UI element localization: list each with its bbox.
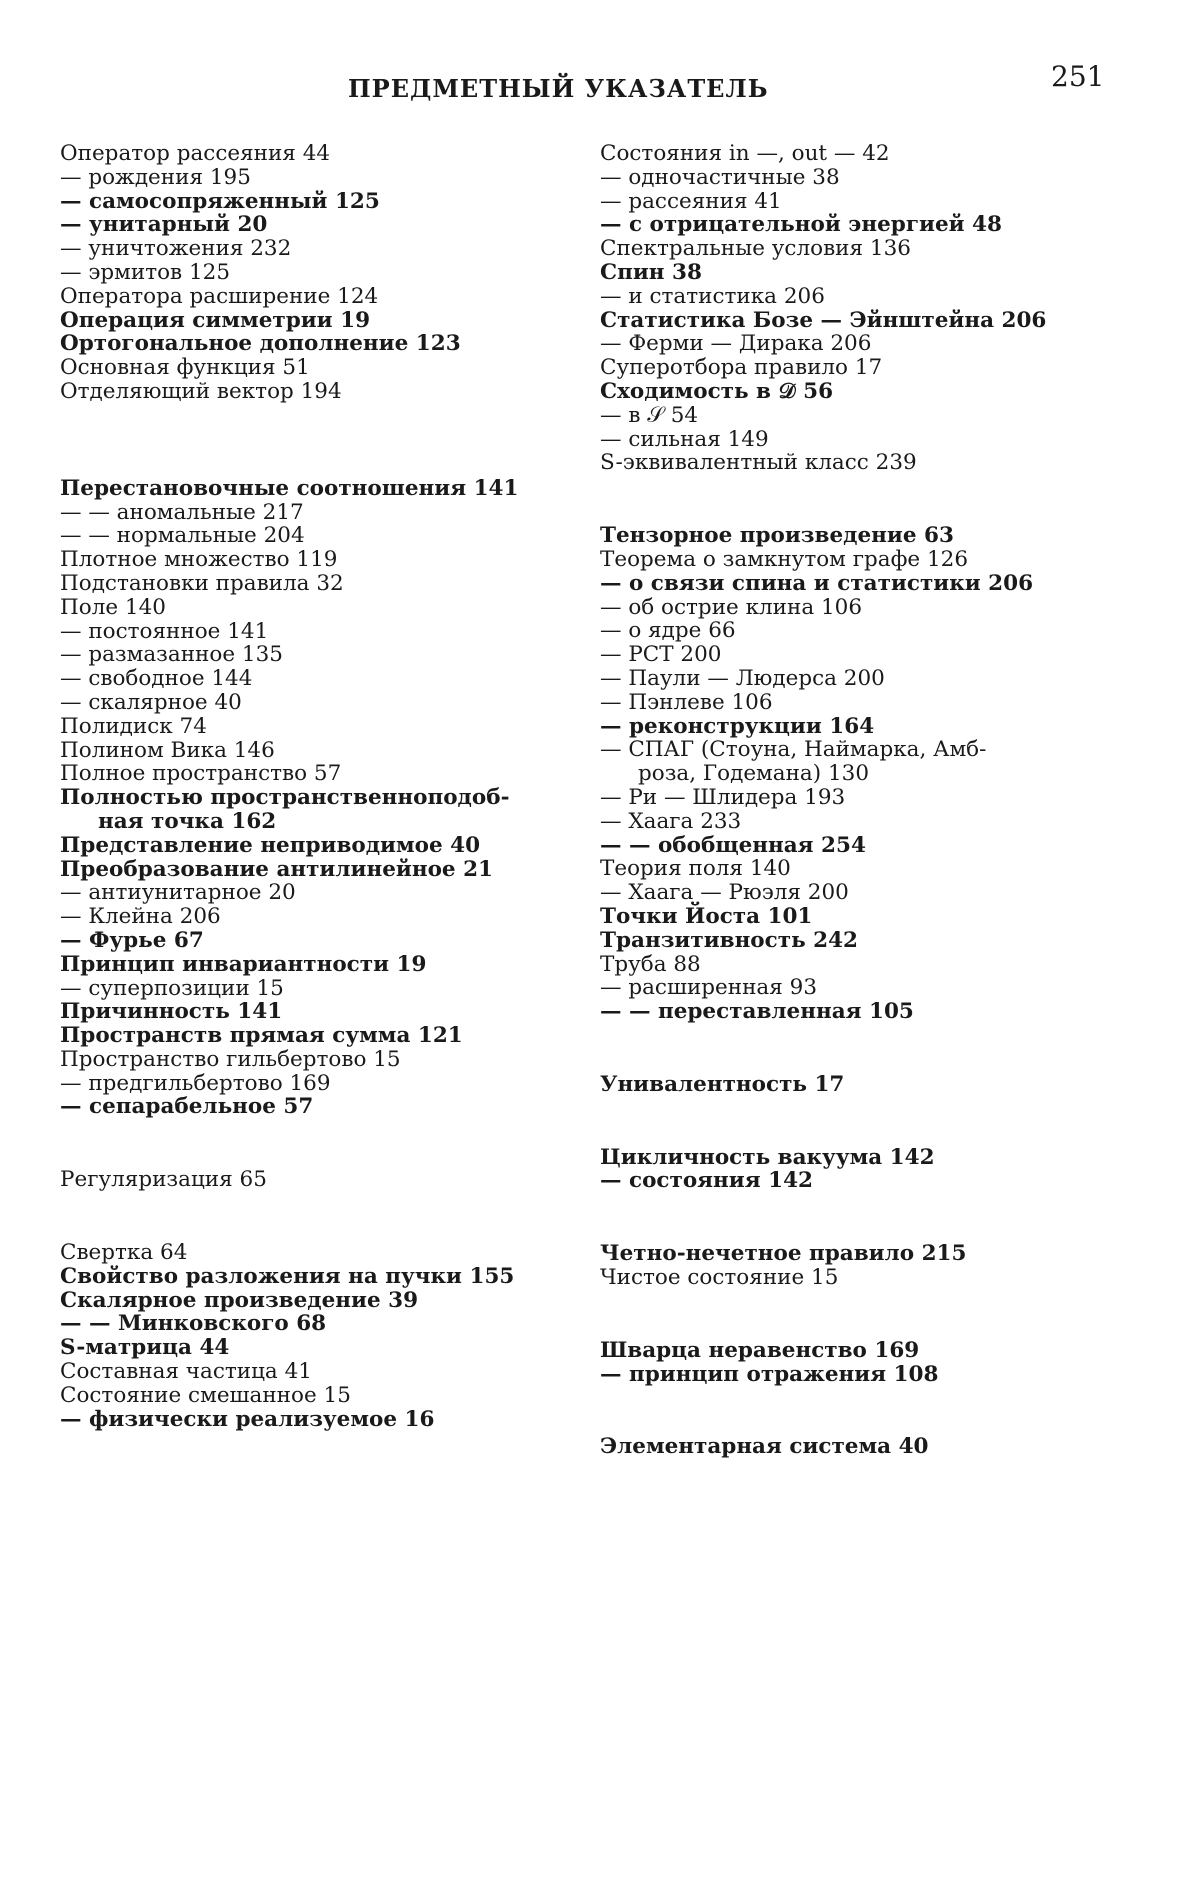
index-entry: Спектральные условия 136: [600, 236, 911, 262]
index-entry: — постоянное 141: [60, 618, 269, 644]
index-entry: — Фурье 67: [60, 927, 204, 953]
index-entry: — СПАГ (Стоуна, Наймарка, Амб-: [600, 737, 987, 763]
index-letter-group: [600, 1339, 1130, 1387]
index-entry: Сходимость в 𝒟 56: [600, 378, 834, 404]
index-entry: S-матрица 44: [60, 1335, 230, 1361]
index-entry: — унитарный 20: [60, 212, 268, 238]
page-number: 251: [1051, 60, 1105, 93]
index-entry: — об острие клина 106: [600, 594, 863, 620]
index-entry: — размазанное 135: [60, 642, 283, 668]
index-entry: Цикличность вакуума 142: [600, 1144, 935, 1170]
index-letter-group: [60, 1168, 590, 1192]
index-entry: Унивалентность 17: [600, 1071, 845, 1097]
index-entry: — суперпозиции 15: [60, 975, 284, 1001]
index-entry: Точки Йоста 101: [600, 903, 813, 929]
index-entry: Транзитивность 242: [600, 927, 859, 953]
index-entry: Теорема о замкнутом графе 126: [600, 546, 968, 572]
index-column-right: [600, 142, 1130, 1459]
index-entry: Составная частица 41: [60, 1359, 312, 1385]
index-entry: Шварца неравенство 169: [600, 1337, 920, 1363]
index-entry: Операция симметрии 19: [60, 307, 371, 333]
index-entry: Преобразование антилинейное 21: [60, 856, 494, 882]
index-entry: — эрмитов 125: [60, 259, 231, 285]
index-entry: — Ри — Шлидера 193: [600, 784, 846, 810]
index-entry: ная точка 162: [98, 808, 277, 834]
index-entry: — реконструкции 164: [600, 713, 875, 739]
index-column-left: [60, 142, 590, 1431]
index-entry: Принцип инвариантности 19: [60, 951, 427, 977]
index-entry: — скалярное 40: [60, 689, 242, 715]
index-entry: роза, Годемана) 130: [638, 761, 870, 787]
index-entry: — — переставленная 105: [600, 999, 914, 1025]
index-entry: Тензорное произведение 63: [600, 523, 954, 549]
index-entry: Состояние смешанное 15: [60, 1382, 351, 1408]
index-entry: Труба 88: [600, 951, 701, 977]
index-entry: — антиунитарное 20: [60, 880, 296, 906]
index-letter-group: [60, 477, 590, 1120]
index-entry: — физически реализуемое 16: [60, 1406, 435, 1432]
index-letter-group: [600, 142, 1130, 475]
index-entry: — свободное 144: [60, 666, 253, 692]
index-entry: Чистое состояние 15: [600, 1265, 839, 1291]
index-entry: — — нормальные 204: [60, 523, 305, 549]
index-entry: — рассеяния 41: [600, 188, 782, 214]
index-entry: — Пэнлеве 106: [600, 689, 773, 715]
index-entry: Основная функция 51: [60, 355, 310, 381]
index-entry: Регуляризация 65: [60, 1167, 267, 1193]
index-entry: — с отрицательной энергией 48: [600, 212, 1002, 238]
index-entry: — расширенная 93: [600, 975, 817, 1001]
index-entry: Перестановочные соотношения 141: [60, 475, 519, 501]
index-entry: Полидиск 74: [60, 713, 207, 739]
index-letter-group: [600, 1146, 1130, 1194]
index-entry: Плотное множество 119: [60, 547, 338, 573]
index-entry: — сепарабельное 57: [60, 1094, 314, 1120]
index-entry: Суперотбора правило 17: [600, 355, 883, 381]
index-entry: — — Минковского 68: [60, 1311, 327, 1337]
index-entry: Скалярное произведение 39: [60, 1287, 419, 1313]
index-entry: Отделяющий вектор 194: [60, 378, 342, 404]
index-entry: Элементарная система 40: [600, 1434, 929, 1460]
index-entry: — уничтожения 232: [60, 236, 292, 262]
index-entry: Полностью пространственноподоб-: [60, 785, 510, 811]
index-entry: S-эквивалентный класс 239: [600, 450, 917, 476]
index-entry: — сильная 149: [600, 426, 769, 452]
index-entry: — о связи спина и статистики 206: [600, 570, 1034, 596]
index-letter-group: [60, 1241, 590, 1431]
index-entry: Теория поля 140: [600, 856, 791, 882]
index-entry: Подстановки правила 32: [60, 570, 344, 596]
index-letter-group: [600, 1073, 1130, 1097]
index-entry: — — аномальные 217: [60, 499, 304, 525]
index-entry: Причинность 141: [60, 999, 283, 1025]
index-entry: — состояния 142: [600, 1168, 813, 1194]
index-letter-group: [600, 1242, 1130, 1290]
index-entry: Статистика Бозе — Эйнштейна 206: [600, 307, 1047, 333]
index-entry: Полином Вика 146: [60, 737, 275, 763]
index-letter-group: [60, 142, 590, 404]
index-entry: Полное пространство 57: [60, 761, 342, 787]
index-entry: — одночастичные 38: [600, 164, 840, 190]
page-title: ПРЕДМЕТНЫЙ УКАЗАТЕЛЬ: [348, 74, 769, 103]
index-entry: — и статистика 206: [600, 283, 825, 309]
index-entry: Ортогональное дополнение 123: [60, 331, 461, 357]
index-entry: Спин 38: [600, 259, 702, 285]
index-entry: — в 𝒮 54: [600, 402, 699, 428]
index-entry: Четно-нечетное правило 215: [600, 1241, 967, 1267]
index-entry: Поле 140: [60, 594, 166, 620]
index-entry: Состояния in —, out — 42: [600, 141, 890, 166]
index-entry: — — обобщенная 254: [600, 832, 866, 858]
index-entry: — принцип отражения 108: [600, 1361, 939, 1387]
index-entry: — Ферми — Дирака 206: [600, 331, 872, 357]
index-entry: Пространств прямая сумма 121: [60, 1023, 463, 1049]
index-entry: — PCT 200: [600, 642, 722, 668]
index-entry: Представление неприводимое 40: [60, 832, 481, 858]
index-entry: Оператора расширение 124: [60, 283, 379, 309]
index-entry: Оператор рассеяния 44: [60, 141, 331, 166]
index-entry: — предгильбертово 169: [60, 1070, 331, 1096]
index-entry: — Паули — Людерса 200: [600, 665, 885, 691]
index-entry: Свертка 64: [60, 1240, 188, 1266]
index-entry: — Клейна 206: [60, 904, 221, 930]
index-entry: — Хаага 233: [600, 808, 742, 834]
index-letter-group: [600, 524, 1130, 1024]
index-entry: — о ядре 66: [600, 618, 736, 644]
index-letter-group: [600, 1435, 1130, 1459]
index-entry: — Хаага — Рюэля 200: [600, 880, 849, 906]
index-entry: — самосопряженный 125: [60, 188, 380, 214]
index-entry: Пространство гильбертово 15: [60, 1046, 401, 1072]
index-entry: — рождения 195: [60, 164, 251, 190]
index-entry: Свойство разложения на пучки 155: [60, 1263, 515, 1289]
